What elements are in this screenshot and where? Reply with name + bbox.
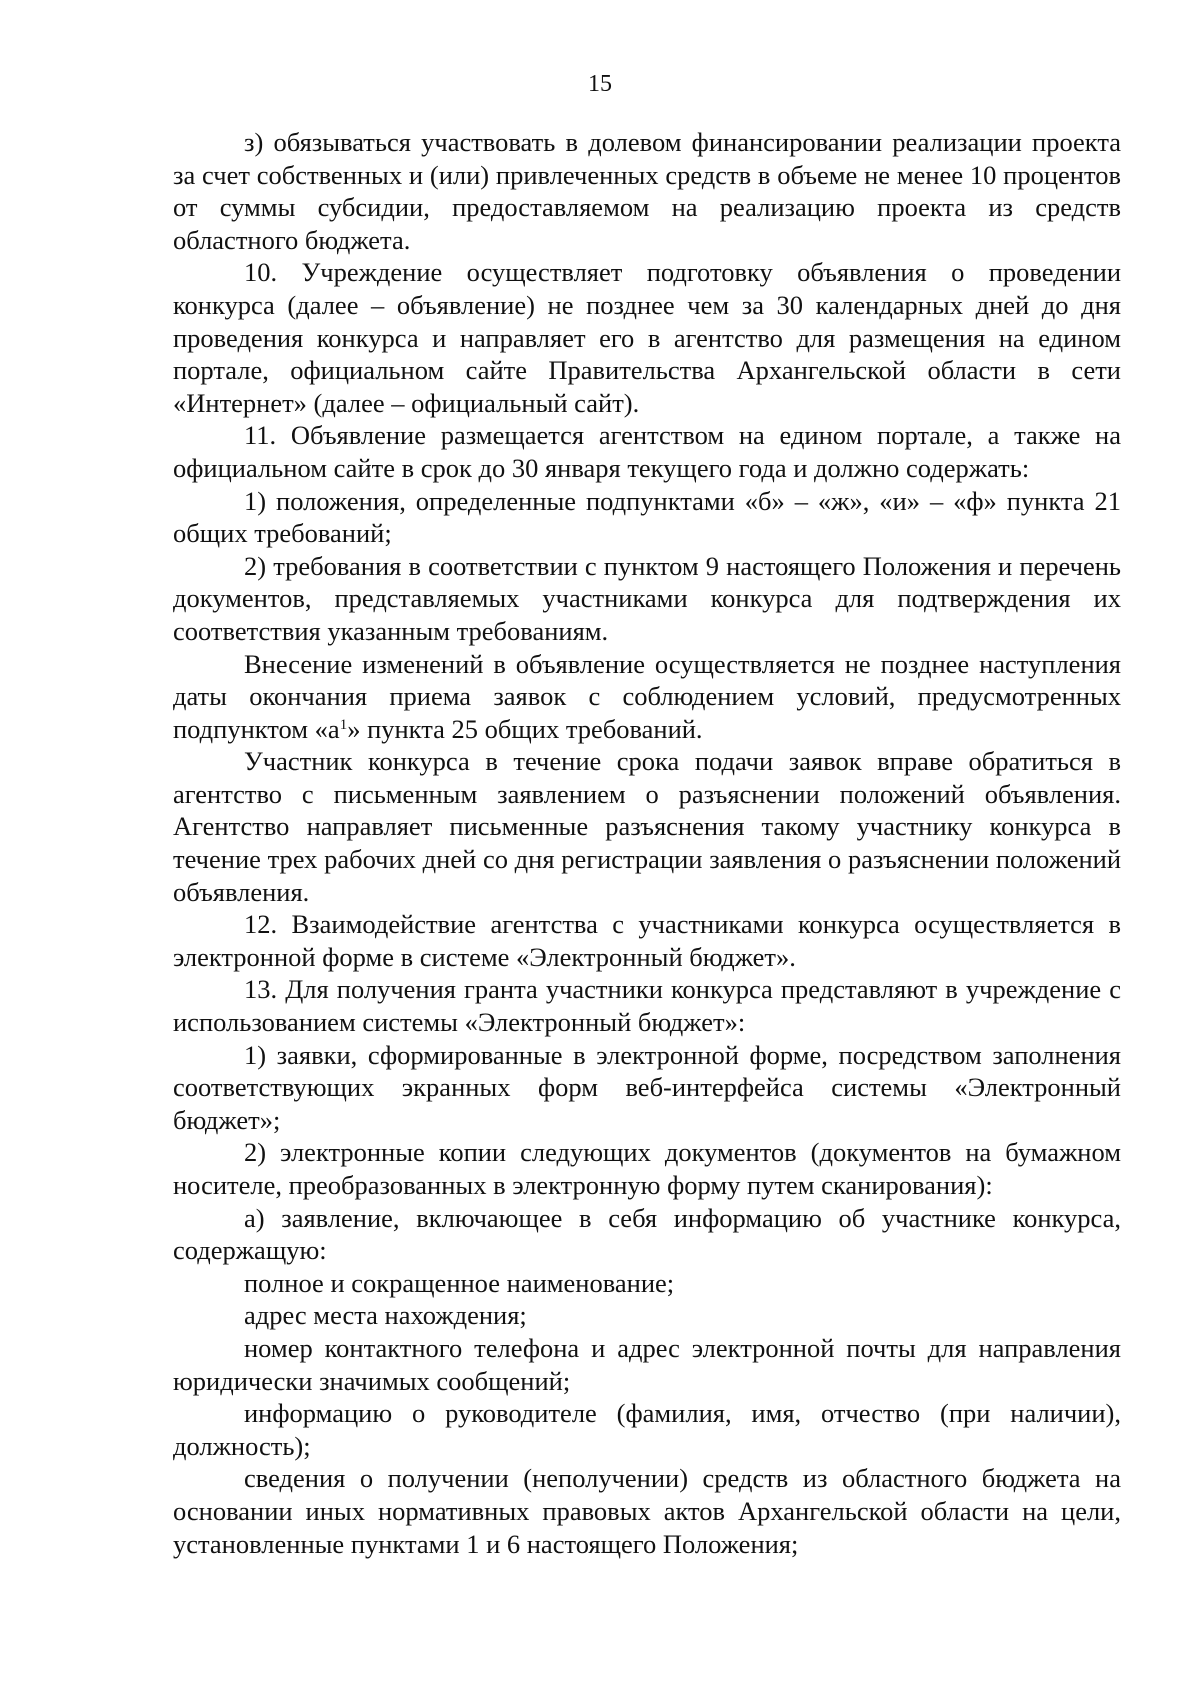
paragraph-address: адрес места нахождения; [244, 1300, 527, 1331]
paragraph-13-item-a: а) заявление, включающее в себя информацию об участнике конкурса, содержащую: [173, 1202, 1121, 1266]
paragraph-z-cofinancing: з) обязываться участвовать в долевом финансировании реализации проекта за счет собственных и (или) привлеченных средств в объеме не менее 10 процентов от суммы субсидии, предоставляемом на реализацию проекта из средств областного бюджета. [173, 127, 1121, 255]
page-number: 15 [588, 71, 612, 97]
paragraph-clarification-request: Участник конкурса в течение срока подачи заявок вправе обратиться в агентство с письменным заявлением о разъяснении положений объявления. Агентство направляет письменные разъяснения такому участнику конкурса в течение трех рабочих дней со дня регистрации заявления о разъяснении положений объявления. [173, 746, 1121, 907]
document-body [173, 126, 1121, 1560]
paragraph-11-announcement-placement: 11. Объявление размещается агентством на едином портале, а также на официальном сайте в срок до 30 января текущего года и должно содержать: [173, 420, 1121, 483]
paragraph-13-grant-documents: 13. Для получения гранта участники конкурса представляют в учреждение с использованием системы «Электронный бюджет»: [173, 974, 1121, 1038]
amendment-text-before: Внесение изменений в объявление осуществляется не позднее наступления даты окончания приема заявок с соблюдением условий, предусмотренных подпунктом «а [173, 648, 1121, 744]
paragraph-13-item-1: 1) заявки, сформированные в электронной форме, посредством заполнения соответствующих экранных форм веб-интерфейса системы «Электронный бюджет»; [173, 1039, 1121, 1135]
paragraph-11-item-2: 2) требования в соответствии с пунктом 9 настоящего Положения и перечень документов, представляемых участниками конкурса для подтверждения их соответствия указанным требованиям. [173, 550, 1121, 646]
paragraph-10-announcement-preparation: 10. Учреждение осуществляет подготовку объявления о проведении конкурса (далее – объявление) не позднее чем за 30 календарных дней до дня проведения конкурса и направляет его в агентство для размещения на едином портале, официальном сайте Правительства Архангельской области в сети «Интернет» (далее – официальный сайт). [173, 257, 1121, 418]
amendment-superscript: 1 [339, 716, 348, 733]
paragraph-head-info: информацию о руководителе (фамилия, имя, отчество (при наличии), должность); [173, 1398, 1121, 1461]
paragraph-13-item-2: 2) электронные копии следующих документов (документов на бумажном носителе, преобразованных в электронную форму путем сканирования): [173, 1137, 1121, 1200]
paragraph-11-item-1: 1) положения, определенные подпунктами «б» – «ж», «и» – «ф» пункта 21 общих требований; [173, 485, 1121, 549]
paragraph-amendments [173, 648, 1121, 746]
paragraph-full-name: полное и сокращенное наименование; [244, 1267, 675, 1298]
paragraph-funding-info: сведения о получении (неполучении) средств из областного бюджета на основании иных нормативных правовых актов Архангельской области на цели, установленные пунктами 1 и 6 настоящего Положения; [173, 1463, 1121, 1559]
paragraph-contacts: номер контактного телефона и адрес электронной почты для направления юридически значимых сообщений; [173, 1332, 1121, 1396]
paragraph-12-electronic-interaction: 12. Взаимодействие агентства с участниками конкурса осуществляется в электронной форме в системе «Электронный бюджет». [173, 909, 1121, 972]
amendment-text-after: » пункта 25 общих требований. [347, 713, 703, 744]
